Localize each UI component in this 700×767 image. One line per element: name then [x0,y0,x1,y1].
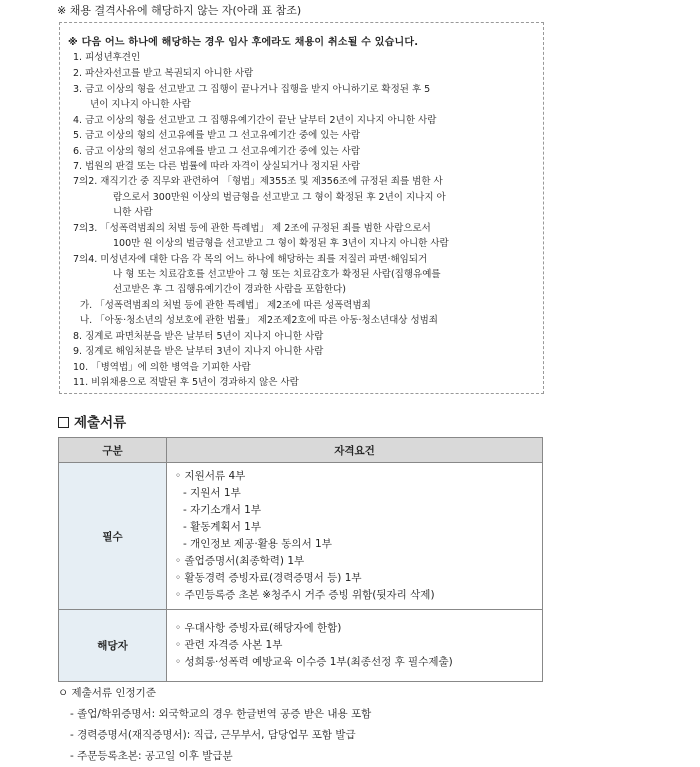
disqualification-item: 9. 징계로 해임처분을 받은 날부터 3년이 지나지 아니한 사람 [73,346,324,357]
column-header-requirements: 자격요건 [167,438,543,463]
requirement-line: - 자기소개서 1부 [183,504,262,516]
disqualification-item: 10. 「병역법」에 의한 병역을 기피한 사람 [73,362,251,373]
criteria-item: - 졸업/학위증명서: 외국학교의 경우 한글번역 공증 받은 내용 포함 [70,708,372,720]
section-title [58,411,126,431]
requirement-line: - 개인정보 제공·활용 동의서 1부 [183,538,332,550]
column-header-category: 구분 [59,438,167,463]
requirement-line: - 활동계획서 1부 [183,521,262,533]
table-header-row [59,438,543,463]
criteria-title: ㅇ 제출서류 인정기준 [58,687,156,699]
submission-criteria [58,683,371,767]
requirement-line: ◦ 관련 자격증 사본 1부 [175,639,283,651]
disqualification-item: 11. 비위채용으로 적발된 후 5년이 경과하지 않은 사람 [73,377,299,388]
disqualification-item: 7의2. 재직기간 중 직무와 관련하여 「형법」제355조 및 제356조에 규정된 죄를 범한 사 [73,176,443,187]
disqualification-item: 나 형 또는 치료감호를 선고받아 그 형 또는 치료감호가 확정된 사람(집행유예를 [113,269,441,280]
row-content-applicable [167,610,543,682]
requirement-line: ◦ 성희롱·성폭력 예방교육 이수증 1부(최종선정 후 필수제출) [175,656,453,668]
disqualification-item: 1. 피성년후견인 [73,52,141,63]
requirement-line: ◦ 지원서류 4부 [175,470,246,482]
criteria-item: - 주문등록초본: 공고일 이후 발급분 [70,750,233,762]
requirement-line: ◦ 졸업증명서(최종학력) 1부 [175,555,305,567]
table-row [59,463,543,610]
disqualification-item: 8. 징계로 파면처분을 받은 날부터 5년이 지나지 아니한 사람 [73,331,324,342]
disqualification-item: 6. 금고 이상의 형의 선고유예를 받고 그 선고유예기간 중에 있는 사람 [73,146,361,157]
disqualification-item: 람으로서 300만원 이상의 벌금형을 선고받고 그 형이 확정된 후 2년이 지나지 아 [113,192,446,203]
table-row [59,610,543,682]
disqualification-item: 7. 법원의 판결 또는 다른 법률에 따라 자격이 상실되거나 정지된 사람 [73,161,361,172]
disqualification-item: 가. 「성폭력범죄의 처벌 등에 관한 특례법」 제2조에 따른 성폭력범죄 [80,300,371,311]
section-title-text: 제출서류 [74,415,127,431]
disqualification-item: 7의4. 미성년자에 대한 다음 각 목의 어느 하나에 해당하는 죄를 저질러 파면·해임되거 [73,254,428,265]
disqualification-item: 나. 「아동·청소년의 성보호에 관한 법률」 제2조제2호에 따른 아동·청소년대상 성범죄 [80,315,438,326]
disqualification-item: 3. 금고 이상의 형을 선고받고 그 집행이 끝나거나 집행을 받지 아니하기로 확정된 후 5 [73,84,431,95]
requirement-line: ◦ 주민등록증 초본 ※청주시 거주 증빙 위함(뒷자리 삭제) [175,589,435,601]
disqualification-item: 선고받은 후 그 집행유예기간이 경과한 사람을 포함한다) [113,284,346,295]
disqualification-box [59,22,544,394]
requirement-line: ◦ 활동경력 증빙자료(경력증명서 등) 1부 [175,572,362,584]
disqualification-item: 니한 사람 [113,207,153,218]
criteria-item: - 경력증명서(재직증명서): 직급, 근무부서, 담당업무 포함 발급 [70,729,356,741]
disqualification-title: ※ 다음 어느 하나에 해당하는 경우 임사 후에라도 채용이 취소될 수 있습니다. [68,37,419,48]
disqualification-item: 년이 지나지 아니한 사람 [90,99,191,110]
disqualification-item: 5. 금고 이상의 형의 선고유예를 받고 그 선고유예기간 중에 있는 사람 [73,130,361,141]
requirement-line: ◦ 우대사항 증빙자료(해당자에 한함) [175,622,342,634]
requirement-line: - 지원서 1부 [183,487,241,499]
row-label-applicable: 해당자 [59,610,167,682]
row-label-required: 필수 [59,463,167,610]
disqualification-item: 4. 금고 이상의 형을 선고받고 그 집행유예기간이 끝난 날부터 2년이 지나지 아니한 사람 [73,115,437,126]
disqualification-item: 7의3. 「성폭력범죄의 처벌 등에 관한 특례법」 제 2조에 규정된 죄를 범한 사람으로서 [73,223,431,234]
square-bullet-icon [58,417,69,428]
disqualification-intro: ※ 채용 결격사유에 해당하지 않는 자(아래 표 참조) [57,4,302,17]
disqualification-item: 2. 파산자선고를 받고 복권되지 아니한 사람 [73,68,254,79]
disqualification-item: 100만 원 이상의 벌금형을 선고받고 그 형이 확정된 후 3년이 지나지 아니한 사람 [113,238,449,249]
documents-table [58,437,543,682]
row-content-required [167,463,543,610]
